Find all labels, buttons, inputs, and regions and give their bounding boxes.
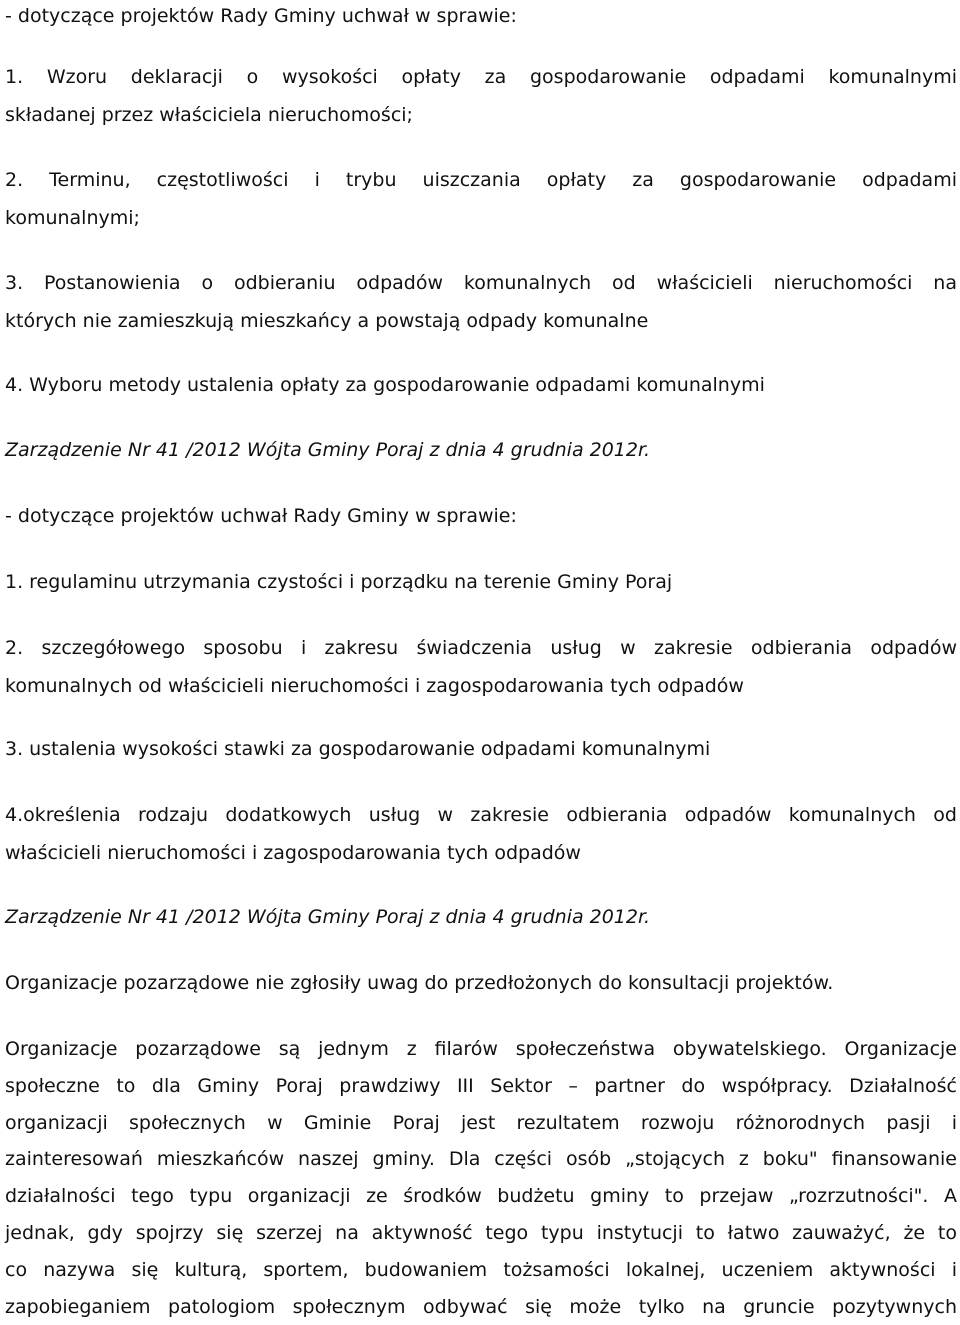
text-line: komunalnych od właścicieli nieruchomości i zagospodarowania tych odpadów: [5, 675, 744, 697]
paragraph-intro: [5, 0, 957, 35]
text-line: - dotyczące projektów uchwał Rady Gminy w sprawie:: [5, 505, 517, 527]
text-line: jednak, gdy spojrzy się szerzej na aktywność tego typu instytucji to łatwo zauważyć, że to: [5, 1221, 957, 1244]
text-line: Zarządzenie Nr 41 /2012 Wójta Gminy Poraj z dnia 4 grudnia 2012r.: [5, 906, 651, 928]
text-line: 3. ustalenia wysokości stawki za gospodarowanie odpadami komunalnymi: [5, 738, 711, 760]
list-item-4: [5, 366, 957, 404]
list-item-2: [5, 161, 957, 237]
text-line: zainteresowań mieszkańców naszej gminy. Dla części osób „stojących z boku" finansowanie: [5, 1148, 957, 1171]
text-line: działalności tego typu organizacji ze środków budżetu gminy to przejaw „rozrzutności". A: [5, 1185, 957, 1208]
paragraph-intro-2: [5, 497, 957, 535]
text-line: komunalnymi;: [5, 207, 140, 229]
list-item-b1: [5, 563, 957, 601]
paragraph-no-remarks: [5, 964, 957, 1002]
text-line: społeczne to dla Gminy Poraj prawdziwy III Sektor – partner do współpracy. Działalność: [5, 1074, 957, 1097]
text-line: Zarządzenie Nr 41 /2012 Wójta Gminy Poraj z dnia 4 grudnia 2012r.: [5, 439, 651, 461]
text-line: 4.określenia rodzaju dodatkowych usług w zakresie odbierania odpadów komunalnych od: [5, 804, 957, 826]
text-line: Organizacje pozarządowe nie zgłosiły uwag do przedłożonych do konsultacji projektów.: [5, 972, 834, 994]
list-item-3: [5, 264, 957, 340]
text-line: 2. Terminu, częstotliwości i trybu uiszczania opłaty za gospodarowanie odpadami: [5, 169, 957, 191]
text-line: co nazywa się kulturą, sportem, budowaniem tożsamości lokalnej, uczeniem aktywności i: [5, 1258, 957, 1281]
order-reference-1: [5, 431, 957, 469]
list-item-1: [5, 58, 957, 134]
list-item-b2: [5, 629, 957, 705]
text-line: 3. Postanowienia o odbieraniu odpadów komunalnych od właścicieli nieruchomości na: [5, 272, 957, 294]
text-line: 1. Wzoru deklaracji o wysokości opłaty za gospodarowanie odpadami komunalnymi: [5, 66, 957, 88]
order-reference-2: [5, 898, 957, 936]
text-line: składanej przez właściciela nieruchomości;: [5, 104, 413, 126]
text-line: 4. Wyboru metody ustalenia opłaty za gospodarowanie odpadami komunalnymi: [5, 374, 765, 396]
list-item-b3: [5, 730, 957, 768]
text-line: - dotyczące projektów Rady Gminy uchwał w sprawie:: [5, 5, 517, 27]
text-line: których nie zamieszkują mieszkańcy a powstają odpady komunalne: [5, 310, 649, 332]
text-line: 1. regulaminu utrzymania czystości i porządku na terenie Gminy Poraj: [5, 571, 673, 593]
text-line: 2. szczegółowego sposobu i zakresu świadczenia usług w zakresie odbierania odpadów: [5, 637, 957, 659]
text-line: właścicieli nieruchomości i zagospodarowania tych odpadów: [5, 842, 581, 864]
list-item-b4: [5, 796, 957, 872]
text-line: organizacji społecznych w Gminie Poraj jest rezultatem rozwoju różnorodnych pasji i: [5, 1111, 957, 1134]
text-line: zapobieganiem patologiom społecznym odbywać się może tylko na gruncie pozytywnych: [5, 1295, 957, 1318]
text-line: Organizacje pozarządowe są jednym z filarów społeczeństwa obywatelskiego. Organizacje: [5, 1038, 957, 1060]
paragraph-organizations: [5, 1031, 957, 1325]
